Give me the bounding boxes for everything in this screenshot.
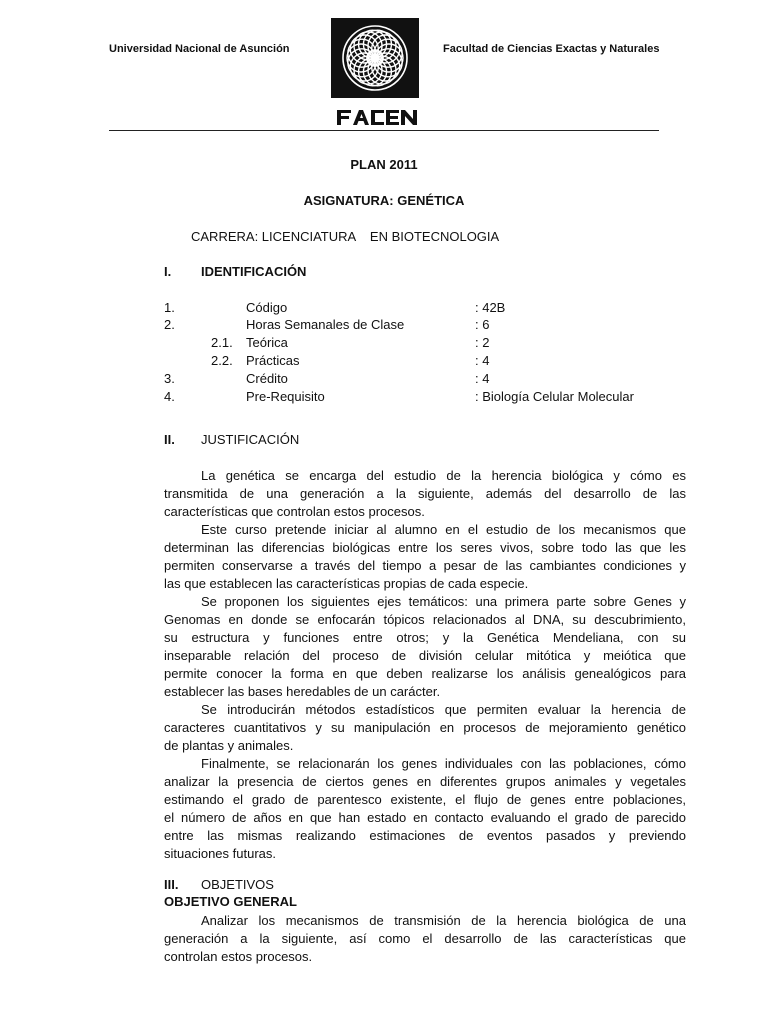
text-line: Analizar los mecanismos de transmisión de la herencia biológica de una	[201, 913, 686, 928]
text-line: La genética se encarga del estudio de la herencia biológica y cómo es	[201, 468, 686, 483]
text-line: inseparable relación del proceso de división celular mitótica y meiótica que	[164, 648, 686, 663]
list-item	[0, 371, 768, 389]
text-line: estimando el grado de parentesco existente, el flujo de genes entre poblaciones,	[164, 792, 686, 807]
text-line: las que establecen las características propias de cada especie.	[164, 576, 529, 591]
item-number: 1.	[164, 300, 175, 315]
text-line: características que controlan estos procesos.	[164, 504, 425, 519]
text-line: establecer las bases heredables de un carácter.	[164, 684, 441, 699]
text-line: entre las mismas realizando estimaciones de eventos pasados y previendo	[164, 828, 686, 843]
list-item	[0, 300, 768, 318]
item-value: : 4	[475, 371, 490, 386]
text-line: transmitida de una generación a la siguiente, además del desarrollo de las	[164, 486, 686, 501]
justification-text	[164, 467, 686, 863]
item-number: 2.2.	[211, 353, 233, 368]
text-line: controlan estos procesos.	[164, 949, 313, 964]
item-number: 3.	[164, 371, 175, 386]
text-line: su estructura y funciones entre otros; y la Genética Mendeliana, con su	[164, 630, 686, 645]
text-line: Se introducirán métodos estadísticos que permiten evaluar la herencia de	[201, 702, 686, 717]
item-label: Horas Semanales de Clase	[246, 317, 405, 332]
section-title: OBJETIVOS	[201, 877, 274, 892]
section-number: III.	[164, 877, 179, 892]
text-line: permiten conservarse a través del tiempo a pesar de las cambiantes condiciones y	[164, 558, 686, 573]
text-line: de plantas y animales.	[164, 738, 294, 753]
subsection-heading: OBJETIVO GENERAL	[164, 894, 297, 909]
university-name: Universidad Nacional de Asunción	[109, 43, 290, 55]
text-line: Este curso pretende iniciar al alumno en el estudio de los mecanismos que	[201, 522, 686, 537]
text-line: Genomas en donde se enfocarán tópicos relacionados al DNA, su descubrimiento,	[164, 612, 686, 627]
header-divider	[109, 130, 659, 131]
text-line: situaciones futuras.	[164, 846, 277, 861]
text-line: analizar la presencia de ciertos genes en diferentes grupos animales y vegetales	[164, 774, 686, 789]
list-item	[0, 353, 768, 371]
item-value: : 6	[475, 317, 490, 332]
text-line: Se proponen los siguientes ejes temáticos: una primera parte sobre Genes y	[201, 594, 686, 609]
general-objective-text	[164, 912, 686, 966]
text-line: caracteres cuantitativos y su manipulación en procesos de mejoramiento genético	[164, 720, 686, 735]
item-value: : Biología Celular Molecular	[475, 389, 634, 404]
section-number: I.	[164, 264, 172, 279]
subject-title: ASIGNATURA: GENÉTICA	[303, 193, 465, 208]
list-item	[0, 389, 768, 407]
item-label: Pre-Requisito	[246, 389, 325, 404]
item-number: 2.	[164, 317, 175, 332]
item-label: Teórica	[246, 335, 288, 350]
item-value: : 42B	[475, 300, 506, 315]
section-number: II.	[164, 432, 175, 447]
item-label: Prácticas	[246, 353, 300, 368]
facen-logo-graphic	[331, 18, 419, 126]
item-value: : 4	[475, 353, 490, 368]
text-line: generación a la siguiente, así como el desarrollo de las características que	[164, 931, 686, 946]
text-line: determinan las diferencias biológicas entre los seres vivos, sobre todo las que les	[164, 540, 686, 555]
list-item	[0, 335, 768, 353]
item-value: : 2	[475, 335, 490, 350]
section-title: IDENTIFICACIÓN	[201, 264, 307, 279]
facen-logo	[331, 18, 419, 126]
career-line: CARRERA: LICENCIATURA EN BIOTECNOLOGIA	[191, 229, 500, 244]
section-title: JUSTIFICACIÓN	[201, 432, 300, 447]
item-label: Crédito	[246, 371, 288, 386]
text-line: el número de años en que han estado en contacto evaluando el grado de parecido	[164, 810, 686, 825]
plan-title: PLAN 2011	[350, 157, 418, 172]
list-item	[0, 317, 768, 335]
item-number: 2.1.	[211, 335, 233, 350]
item-label: Código	[246, 300, 288, 315]
text-line: permite conocer la forma en que deben realizarse los análisis genealógicos para	[164, 666, 686, 681]
faculty-name: Facultad de Ciencias Exactas y Naturales	[443, 43, 660, 55]
text-line: Finalmente, se relacionarán los genes individuales con las poblaciones, cómo	[201, 756, 686, 771]
item-number: 4.	[164, 389, 175, 404]
